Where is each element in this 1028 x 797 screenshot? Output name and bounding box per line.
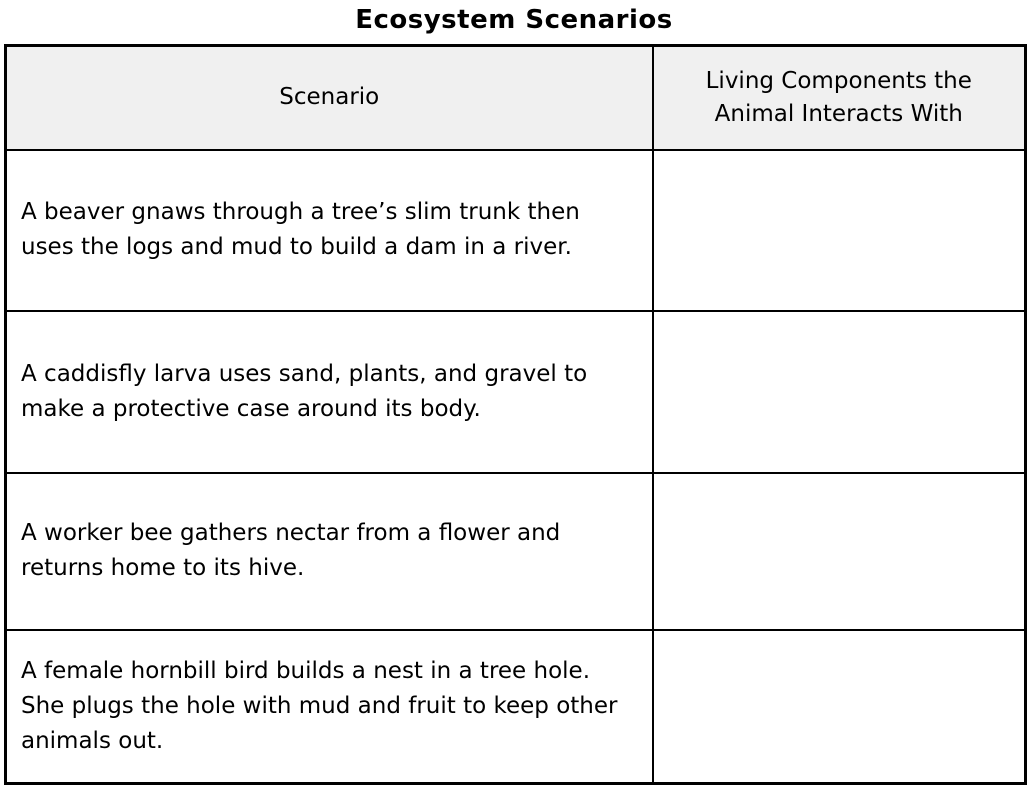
table-row [6,473,1026,630]
answer-cell-hornbill[interactable] [653,630,1026,784]
column-header-living-components: Living Components the Animal Interacts With [653,46,1026,150]
answer-cell-beaver[interactable] [653,150,1026,311]
table-row [6,311,1026,473]
scenarios-table [4,44,1027,785]
answer-cell-worker-bee[interactable] [653,473,1026,630]
column-header-scenario: Scenario [6,46,653,150]
scenario-text-hornbill: A female hornbill bird builds a nest in a tree hole. She plugs the hole with mud and fruit to keep other animals out. [6,630,653,784]
table-header-row [6,46,1026,150]
table-row [6,630,1026,784]
scenario-text-beaver: A beaver gnaws through a tree’s slim trunk then uses the logs and mud to build a dam in a river. [6,150,653,311]
scenario-text-caddisfly: A caddisfly larva uses sand, plants, and gravel to make a protective case around its body. [6,311,653,473]
page-title: Ecosystem Scenarios [355,5,673,35]
scenario-text-worker-bee: A worker bee gathers nectar from a flower and returns home to its hive. [6,473,653,630]
answer-cell-caddisfly[interactable] [653,311,1026,473]
table-row [6,150,1026,311]
